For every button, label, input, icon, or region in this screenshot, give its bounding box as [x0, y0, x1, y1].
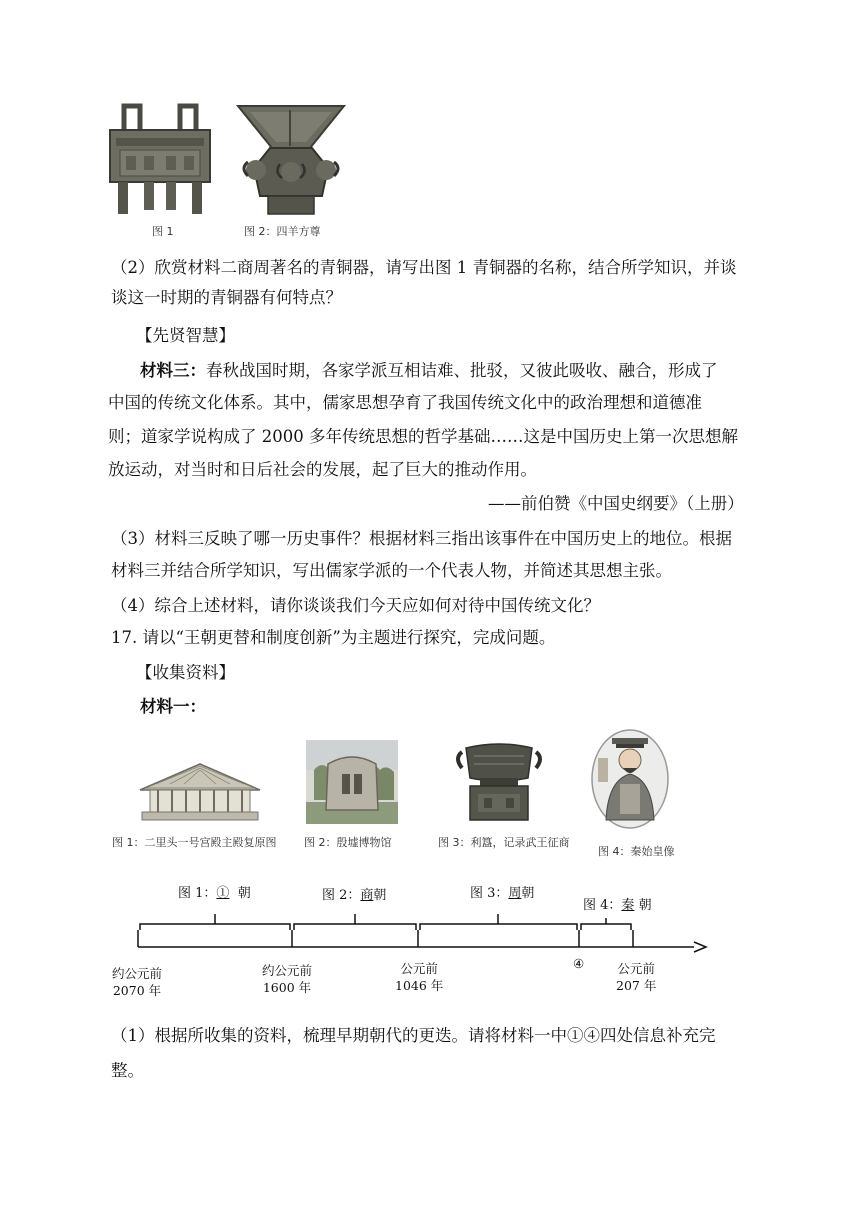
timeline-label-xia: 图 1：① 朝 [178, 886, 251, 901]
blank-1-dynasty: ① [216, 886, 230, 901]
section-xianxian-zhihui: 【先贤智慧】 [136, 326, 235, 345]
material3-line1 [140, 360, 718, 382]
fig2-caption: 图 2：四羊方尊 [244, 225, 321, 238]
fig-erlitou-caption: 图 1：二里头一号宫殿主殿复原图 [112, 836, 277, 849]
fig-yinxu-caption: 图 2：殷墟博物馆 [304, 836, 392, 849]
q3-line2: 材料三并结合所学知识，写出儒家学派的一个代表人物，并简述其思想主张。 [111, 561, 672, 580]
fig-qinshihuang-portrait-image [590, 728, 670, 830]
fig-ligui-caption: 图 3：利簋，记录武王征商 [438, 836, 570, 849]
q4-text: （4）综合上述材料，请你谈谈我们今天应如何对待中国传统文化？ [111, 596, 600, 615]
timeline-date-207: 公元前 207 年 [616, 961, 657, 993]
fig-qinshihuang-caption: 图 4：秦始皇像 [598, 845, 675, 858]
material3-text1: 春秋战国时期，各家学派互相诘难、批驳，又彼此吸收、融合，形成了 [206, 361, 718, 380]
fig-ligui-image [454, 738, 544, 824]
timeline-label-zhou: 图 3：周朝 [470, 886, 535, 901]
timeline-label-shang: 图 2：商朝 [322, 888, 387, 903]
q2-line1: （2）欣赏材料二商周著名的青铜器，请写出图 1 青铜器的名称，结合所学知识，并谈 [111, 258, 737, 277]
q2-line2: 谈这一时期的青铜器有何特点？ [111, 288, 342, 307]
q3-line1: （3）材料三反映了哪一历史事件？根据材料三指出该事件在中国历史上的地位。根据 [111, 529, 732, 548]
q1-line1: （1）根据所收集的资料，梳理早期朝代的更迭。请将材料一中①④四处信息补充完 [111, 1026, 716, 1045]
timeline-date-1600: 约公元前 1600 年 [262, 963, 313, 995]
fig-yinxu-museum-image [306, 740, 398, 824]
timeline-label-qin: 图 4：秦 朝 [583, 898, 652, 913]
material3-label: 材料三： [140, 361, 206, 380]
fig1-ding-image [104, 100, 216, 218]
fig-erlitou-palace-image [136, 760, 264, 824]
material3-line2: 中国的传统文化体系。其中，儒家思想孕育了我国传统文化中的政治理想和道德准 [108, 393, 702, 412]
material1-label: 材料一： [140, 697, 206, 716]
material3-line3: 则；道家学说构成了 2000 多年传统思想的哲学基础……这是中国历史上第一次思想解 [108, 427, 738, 446]
fig2-zun-image [236, 104, 346, 218]
q17-text: 17. 请以“王朝更替和制度创新”为主题进行探究，完成问题。 [111, 628, 556, 647]
fig1-caption: 图 1 [152, 225, 174, 238]
timeline-date-2070: 约公元前 2070 年 [112, 966, 163, 998]
timeline-date-1046: 公元前 1046 年 [395, 961, 444, 993]
q1-line2: 整。 [111, 1061, 144, 1080]
blank-4-date: ④ [573, 956, 585, 971]
material3-source: ——前伯赞《中国史纲要》（上册） [488, 494, 744, 513]
material3-line4: 放运动，对当时和日后社会的发展，起了巨大的推动作用。 [108, 460, 537, 479]
section-collect: 【收集资料】 [136, 663, 235, 682]
